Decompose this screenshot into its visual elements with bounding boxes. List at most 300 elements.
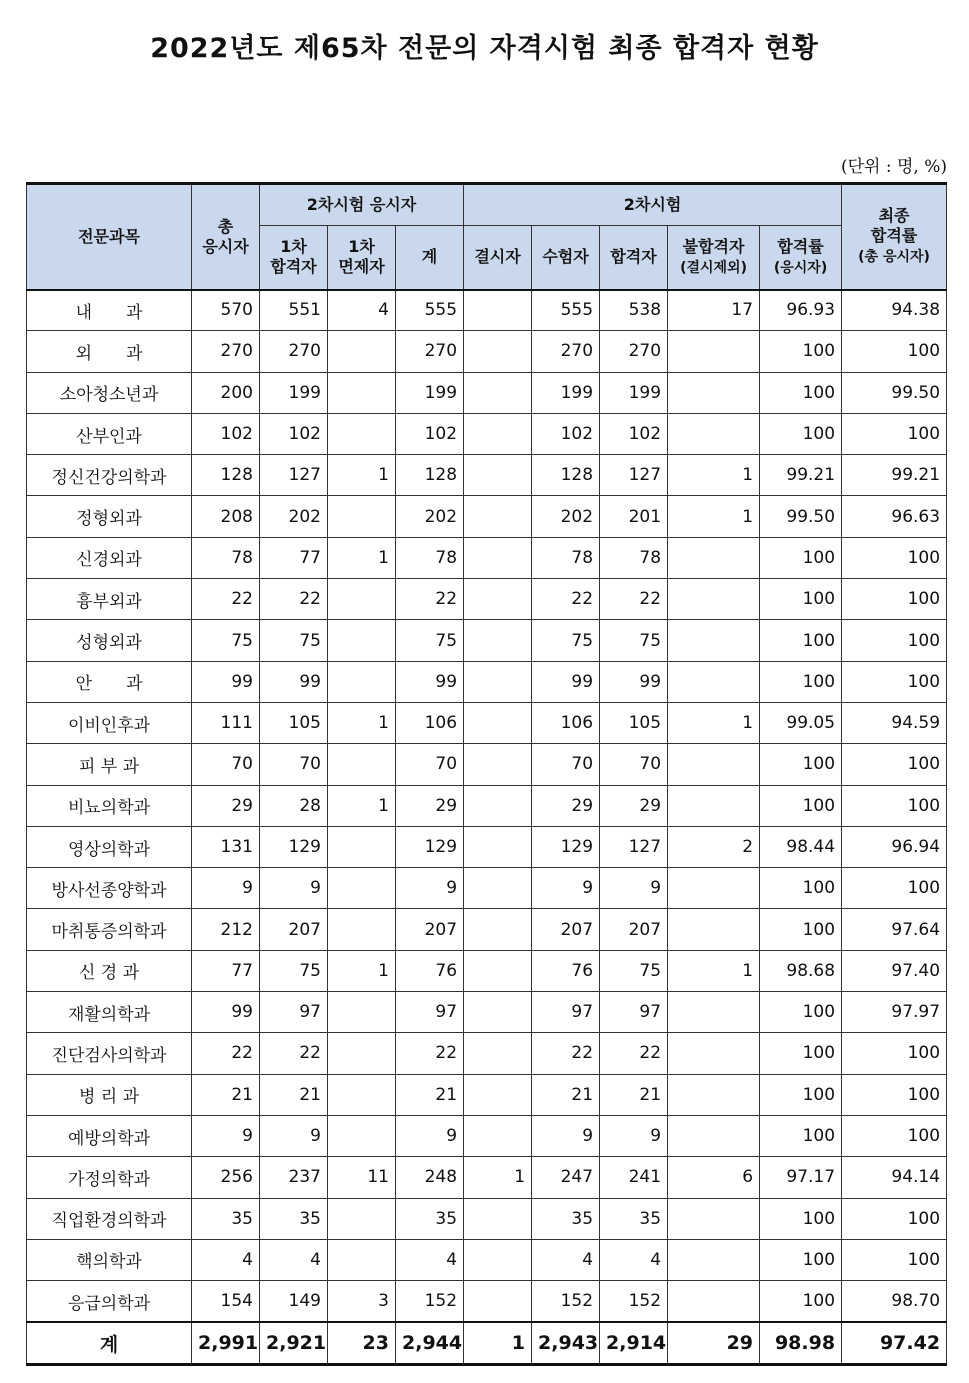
total-cell: 22 <box>192 1033 260 1074</box>
subject-cell: 피 부 과 <box>27 744 192 785</box>
subject-cell: 신경외과 <box>27 537 192 578</box>
table-row <box>27 702 947 743</box>
absent-cell <box>464 455 532 496</box>
header-second-exam-group: 2차시험 <box>464 184 842 226</box>
examinees-cell: 207 <box>532 909 600 950</box>
exempt-cell <box>328 661 396 702</box>
subject-cell: 직업환경의학과 <box>27 1198 192 1239</box>
final-rate-cell: 100 <box>842 1198 947 1239</box>
absent-cell <box>464 909 532 950</box>
passers-cell: 105 <box>600 702 668 743</box>
final-rate-cell: 100 <box>842 785 947 826</box>
table-row <box>27 785 947 826</box>
final-rate-cell: 100 <box>842 661 947 702</box>
failers-cell: 1 <box>668 950 760 991</box>
total-cell: 22 <box>192 579 260 620</box>
table-header <box>27 184 947 290</box>
table-row <box>27 331 947 372</box>
total-cell: 78 <box>192 537 260 578</box>
subtotal-cell: 129 <box>396 826 464 867</box>
header-passers: 합격자 <box>600 226 668 290</box>
passers-cell: 538 <box>600 290 668 331</box>
failers-cell <box>668 1115 760 1156</box>
failers-cell <box>668 579 760 620</box>
absent-cell <box>464 744 532 785</box>
pass-rate-cell: 99.50 <box>760 496 842 537</box>
subject-cell: 핵의학과 <box>27 1239 192 1280</box>
absent-cell <box>464 537 532 578</box>
table-row <box>27 868 947 909</box>
total-cell: 77 <box>192 950 260 991</box>
passers-cell: 207 <box>600 909 668 950</box>
absent-cell <box>464 413 532 454</box>
subject-cell: 산부인과 <box>27 413 192 454</box>
unit-note: (단위 : 명, %) <box>840 157 947 177</box>
total-cell: 2,991 <box>192 1322 260 1365</box>
first-passers-cell: 22 <box>260 579 328 620</box>
header-final-rate: 최종 합격률 (총 응시자) <box>842 184 947 290</box>
first-passers-cell: 199 <box>260 372 328 413</box>
exempt-cell: 1 <box>328 537 396 578</box>
exempt-cell <box>328 909 396 950</box>
total-cell: 270 <box>192 331 260 372</box>
results-table <box>26 182 947 1366</box>
subject-cell: 마취통증의학과 <box>27 909 192 950</box>
passers-cell: 22 <box>600 579 668 620</box>
first-passers-cell: 70 <box>260 744 328 785</box>
failers-cell <box>668 909 760 950</box>
table-row <box>27 455 947 496</box>
failers-cell <box>668 661 760 702</box>
first-passers-cell: 22 <box>260 1033 328 1074</box>
table-row <box>27 579 947 620</box>
total-cell: 9 <box>192 1115 260 1156</box>
subtotal-cell: 99 <box>396 661 464 702</box>
table-row <box>27 744 947 785</box>
final-rate-cell: 99.50 <box>842 372 947 413</box>
total-cell: 111 <box>192 702 260 743</box>
total-cell: 99 <box>192 992 260 1033</box>
header-subject: 전문과목 <box>27 184 192 290</box>
subject-cell: 흉부외과 <box>27 579 192 620</box>
subtotal-cell: 9 <box>396 868 464 909</box>
absent-cell <box>464 290 532 331</box>
total-cell: 9 <box>192 868 260 909</box>
subject-cell: 가정의학과 <box>27 1157 192 1198</box>
final-rate-cell: 100 <box>842 1239 947 1280</box>
final-rate-cell: 100 <box>842 579 947 620</box>
failers-cell: 6 <box>668 1157 760 1198</box>
failers-cell <box>668 331 760 372</box>
pass-rate-cell: 99.21 <box>760 455 842 496</box>
exempt-cell <box>328 1239 396 1280</box>
subtotal-cell: 97 <box>396 992 464 1033</box>
pass-rate-cell: 97.17 <box>760 1157 842 1198</box>
subtotal-cell: 106 <box>396 702 464 743</box>
table-row <box>27 661 947 702</box>
subject-cell: 소아청소년과 <box>27 372 192 413</box>
first-passers-cell: 102 <box>260 413 328 454</box>
passers-cell: 199 <box>600 372 668 413</box>
header-first-passers: 1차 합격자 <box>260 226 328 290</box>
final-rate-cell: 97.40 <box>842 950 947 991</box>
examinees-cell: 21 <box>532 1074 600 1115</box>
table-row <box>27 537 947 578</box>
final-rate-cell: 97.64 <box>842 909 947 950</box>
subject-cell: 예방의학과 <box>27 1115 192 1156</box>
examinees-cell: 129 <box>532 826 600 867</box>
total-cell: 102 <box>192 413 260 454</box>
exempt-cell <box>328 1115 396 1156</box>
final-rate-cell: 94.59 <box>842 702 947 743</box>
total-cell: 29 <box>192 785 260 826</box>
total-cell: 131 <box>192 826 260 867</box>
table-row <box>27 1115 947 1156</box>
passers-cell: 2,914 <box>600 1322 668 1365</box>
table-row <box>27 620 947 661</box>
table-row <box>27 826 947 867</box>
final-rate-cell: 97.42 <box>842 1322 947 1365</box>
passers-cell: 75 <box>600 620 668 661</box>
first-passers-cell: 97 <box>260 992 328 1033</box>
exempt-cell <box>328 579 396 620</box>
subject-cell: 병 리 과 <box>27 1074 192 1115</box>
first-passers-cell: 21 <box>260 1074 328 1115</box>
pass-rate-cell: 100 <box>760 537 842 578</box>
first-passers-cell: 9 <box>260 868 328 909</box>
header-first-exempt: 1차 면제자 <box>328 226 396 290</box>
passers-cell: 29 <box>600 785 668 826</box>
first-passers-cell: 105 <box>260 702 328 743</box>
total-cell: 128 <box>192 455 260 496</box>
absent-cell <box>464 1281 532 1322</box>
examinees-cell: 9 <box>532 868 600 909</box>
table-row <box>27 909 947 950</box>
final-rate-cell: 96.63 <box>842 496 947 537</box>
pass-rate-cell: 100 <box>760 1074 842 1115</box>
exempt-cell <box>328 744 396 785</box>
exempt-cell: 4 <box>328 290 396 331</box>
table-row <box>27 1074 947 1115</box>
subtotal-cell: 76 <box>396 950 464 991</box>
passers-cell: 270 <box>600 331 668 372</box>
passers-cell: 70 <box>600 744 668 785</box>
subject-cell: 안 과 <box>27 661 192 702</box>
absent-cell <box>464 1239 532 1280</box>
total-cell: 35 <box>192 1198 260 1239</box>
passers-cell: 201 <box>600 496 668 537</box>
pass-rate-cell: 100 <box>760 579 842 620</box>
pass-rate-cell: 100 <box>760 1033 842 1074</box>
passers-cell: 152 <box>600 1281 668 1322</box>
failers-cell <box>668 620 760 661</box>
first-passers-cell: 202 <box>260 496 328 537</box>
absent-cell <box>464 1074 532 1115</box>
passers-cell: 127 <box>600 826 668 867</box>
subtotal-cell: 128 <box>396 455 464 496</box>
subtotal-cell: 248 <box>396 1157 464 1198</box>
final-rate-cell: 97.97 <box>842 992 947 1033</box>
subject-cell: 정형외과 <box>27 496 192 537</box>
examinees-cell: 99 <box>532 661 600 702</box>
total-cell: 208 <box>192 496 260 537</box>
exempt-cell: 23 <box>328 1322 396 1365</box>
first-passers-cell: 2,921 <box>260 1322 328 1365</box>
absent-cell: 1 <box>464 1322 532 1365</box>
final-rate-cell: 100 <box>842 413 947 454</box>
header-subtotal: 계 <box>396 226 464 290</box>
subtotal-cell: 22 <box>396 579 464 620</box>
failers-cell: 2 <box>668 826 760 867</box>
total-cell: 154 <box>192 1281 260 1322</box>
subject-cell: 재활의학과 <box>27 992 192 1033</box>
passers-cell: 102 <box>600 413 668 454</box>
examinees-cell: 270 <box>532 331 600 372</box>
exempt-cell <box>328 372 396 413</box>
absent-cell <box>464 826 532 867</box>
exempt-cell <box>328 413 396 454</box>
failers-cell <box>668 1074 760 1115</box>
table-row <box>27 1239 947 1280</box>
total-row <box>27 1322 947 1365</box>
table-row <box>27 1281 947 1322</box>
total-cell: 212 <box>192 909 260 950</box>
subject-cell: 성형외과 <box>27 620 192 661</box>
failers-cell <box>668 1198 760 1239</box>
absent-cell <box>464 785 532 826</box>
total-cell: 200 <box>192 372 260 413</box>
final-rate-cell: 100 <box>842 1115 947 1156</box>
examinees-cell: 29 <box>532 785 600 826</box>
subject-cell: 진단검사의학과 <box>27 1033 192 1074</box>
absent-cell <box>464 620 532 661</box>
examinees-cell: 4 <box>532 1239 600 1280</box>
failers-cell: 17 <box>668 290 760 331</box>
exempt-cell <box>328 868 396 909</box>
failers-cell: 1 <box>668 455 760 496</box>
failers-cell <box>668 868 760 909</box>
absent-cell <box>464 579 532 620</box>
examinees-cell: 555 <box>532 290 600 331</box>
passers-cell: 35 <box>600 1198 668 1239</box>
first-passers-cell: 129 <box>260 826 328 867</box>
subject-cell: 응급의학과 <box>27 1281 192 1322</box>
total-cell: 4 <box>192 1239 260 1280</box>
absent-cell <box>464 950 532 991</box>
table-body <box>27 290 947 1365</box>
subject-cell: 이비인후과 <box>27 702 192 743</box>
subject-cell: 외 과 <box>27 331 192 372</box>
exempt-cell: 3 <box>328 1281 396 1322</box>
subtotal-cell: 78 <box>396 537 464 578</box>
examinees-cell: 9 <box>532 1115 600 1156</box>
exempt-cell: 1 <box>328 785 396 826</box>
absent-cell <box>464 868 532 909</box>
pass-rate-cell: 100 <box>760 992 842 1033</box>
absent-cell <box>464 1033 532 1074</box>
examinees-cell: 128 <box>532 455 600 496</box>
exempt-cell <box>328 331 396 372</box>
table-row <box>27 992 947 1033</box>
final-rate-cell: 100 <box>842 868 947 909</box>
passers-cell: 22 <box>600 1033 668 1074</box>
subject-cell: 계 <box>27 1322 192 1365</box>
header-examinees: 수험자 <box>532 226 600 290</box>
subtotal-cell: 70 <box>396 744 464 785</box>
final-rate-cell: 100 <box>842 331 947 372</box>
final-rate-cell: 99.21 <box>842 455 947 496</box>
exempt-cell <box>328 1074 396 1115</box>
final-rate-cell: 100 <box>842 620 947 661</box>
passers-cell: 75 <box>600 950 668 991</box>
total-cell: 256 <box>192 1157 260 1198</box>
final-rate-cell: 96.94 <box>842 826 947 867</box>
table-row <box>27 413 947 454</box>
examinees-cell: 102 <box>532 413 600 454</box>
pass-rate-cell: 100 <box>760 1281 842 1322</box>
absent-cell <box>464 1115 532 1156</box>
pass-rate-cell: 100 <box>760 785 842 826</box>
subtotal-cell: 35 <box>396 1198 464 1239</box>
total-cell: 70 <box>192 744 260 785</box>
exempt-cell: 11 <box>328 1157 396 1198</box>
passers-cell: 9 <box>600 1115 668 1156</box>
final-rate-cell: 100 <box>842 744 947 785</box>
examinees-cell: 97 <box>532 992 600 1033</box>
passers-cell: 127 <box>600 455 668 496</box>
absent-cell <box>464 992 532 1033</box>
pass-rate-cell: 100 <box>760 744 842 785</box>
passers-cell: 4 <box>600 1239 668 1280</box>
subtotal-cell: 207 <box>396 909 464 950</box>
pass-rate-cell: 100 <box>760 372 842 413</box>
examinees-cell: 2,943 <box>532 1322 600 1365</box>
failers-cell: 1 <box>668 496 760 537</box>
final-rate-cell: 94.14 <box>842 1157 947 1198</box>
exempt-cell: 1 <box>328 702 396 743</box>
subtotal-cell: 22 <box>396 1033 464 1074</box>
first-passers-cell: 237 <box>260 1157 328 1198</box>
table-row <box>27 1157 947 1198</box>
examinees-cell: 199 <box>532 372 600 413</box>
first-passers-cell: 75 <box>260 620 328 661</box>
subject-cell: 영상의학과 <box>27 826 192 867</box>
subtotal-cell: 2,944 <box>396 1322 464 1365</box>
subtotal-cell: 102 <box>396 413 464 454</box>
pass-rate-cell: 100 <box>760 331 842 372</box>
examinees-cell: 22 <box>532 1033 600 1074</box>
passers-cell: 78 <box>600 537 668 578</box>
subject-cell: 비뇨의학과 <box>27 785 192 826</box>
table-row <box>27 950 947 991</box>
first-passers-cell: 270 <box>260 331 328 372</box>
first-passers-cell: 99 <box>260 661 328 702</box>
passers-cell: 241 <box>600 1157 668 1198</box>
table-row <box>27 372 947 413</box>
failers-cell <box>668 1033 760 1074</box>
final-rate-cell: 98.70 <box>842 1281 947 1322</box>
first-passers-cell: 9 <box>260 1115 328 1156</box>
exempt-cell <box>328 1198 396 1239</box>
absent-cell <box>464 702 532 743</box>
failers-cell <box>668 413 760 454</box>
subtotal-cell: 199 <box>396 372 464 413</box>
failers-cell <box>668 992 760 1033</box>
pass-rate-cell: 100 <box>760 661 842 702</box>
examinees-cell: 78 <box>532 537 600 578</box>
header-absent: 결시자 <box>464 226 532 290</box>
total-cell: 570 <box>192 290 260 331</box>
absent-cell <box>464 496 532 537</box>
pass-rate-cell: 99.05 <box>760 702 842 743</box>
header-second-applicants-group: 2차시험 응시자 <box>260 184 464 226</box>
passers-cell: 21 <box>600 1074 668 1115</box>
subject-cell: 신 경 과 <box>27 950 192 991</box>
pass-rate-cell: 98.68 <box>760 950 842 991</box>
subtotal-cell: 21 <box>396 1074 464 1115</box>
table-row <box>27 1198 947 1239</box>
subtotal-cell: 4 <box>396 1239 464 1280</box>
subject-cell: 정신건강의학과 <box>27 455 192 496</box>
subtotal-cell: 152 <box>396 1281 464 1322</box>
subtotal-cell: 75 <box>396 620 464 661</box>
pass-rate-cell: 100 <box>760 413 842 454</box>
passers-cell: 99 <box>600 661 668 702</box>
exempt-cell <box>328 1033 396 1074</box>
failers-cell <box>668 1281 760 1322</box>
passers-cell: 97 <box>600 992 668 1033</box>
exempt-cell: 1 <box>328 455 396 496</box>
final-rate-cell: 100 <box>842 1074 947 1115</box>
absent-cell <box>464 331 532 372</box>
first-passers-cell: 28 <box>260 785 328 826</box>
header-failers: 불합격자 (결시제외) <box>668 226 760 290</box>
failers-cell <box>668 537 760 578</box>
total-cell: 21 <box>192 1074 260 1115</box>
final-rate-cell: 94.38 <box>842 290 947 331</box>
subject-cell: 내 과 <box>27 290 192 331</box>
subtotal-cell: 202 <box>396 496 464 537</box>
absent-cell: 1 <box>464 1157 532 1198</box>
first-passers-cell: 127 <box>260 455 328 496</box>
first-passers-cell: 77 <box>260 537 328 578</box>
total-cell: 75 <box>192 620 260 661</box>
first-passers-cell: 35 <box>260 1198 328 1239</box>
pass-rate-cell: 100 <box>760 1198 842 1239</box>
pass-rate-cell: 100 <box>760 620 842 661</box>
table-row <box>27 290 947 331</box>
failers-cell <box>668 744 760 785</box>
first-passers-cell: 4 <box>260 1239 328 1280</box>
subtotal-cell: 270 <box>396 331 464 372</box>
passers-cell: 9 <box>600 868 668 909</box>
absent-cell <box>464 1198 532 1239</box>
table-row <box>27 496 947 537</box>
exempt-cell <box>328 826 396 867</box>
total-cell: 99 <box>192 661 260 702</box>
pass-rate-cell: 98.44 <box>760 826 842 867</box>
exempt-cell <box>328 496 396 537</box>
examinees-cell: 22 <box>532 579 600 620</box>
header-pass-rate: 합격률 (응시자) <box>760 226 842 290</box>
exempt-cell <box>328 992 396 1033</box>
first-passers-cell: 551 <box>260 290 328 331</box>
final-rate-cell: 100 <box>842 1033 947 1074</box>
first-passers-cell: 207 <box>260 909 328 950</box>
examinees-cell: 202 <box>532 496 600 537</box>
absent-cell <box>464 661 532 702</box>
first-passers-cell: 149 <box>260 1281 328 1322</box>
